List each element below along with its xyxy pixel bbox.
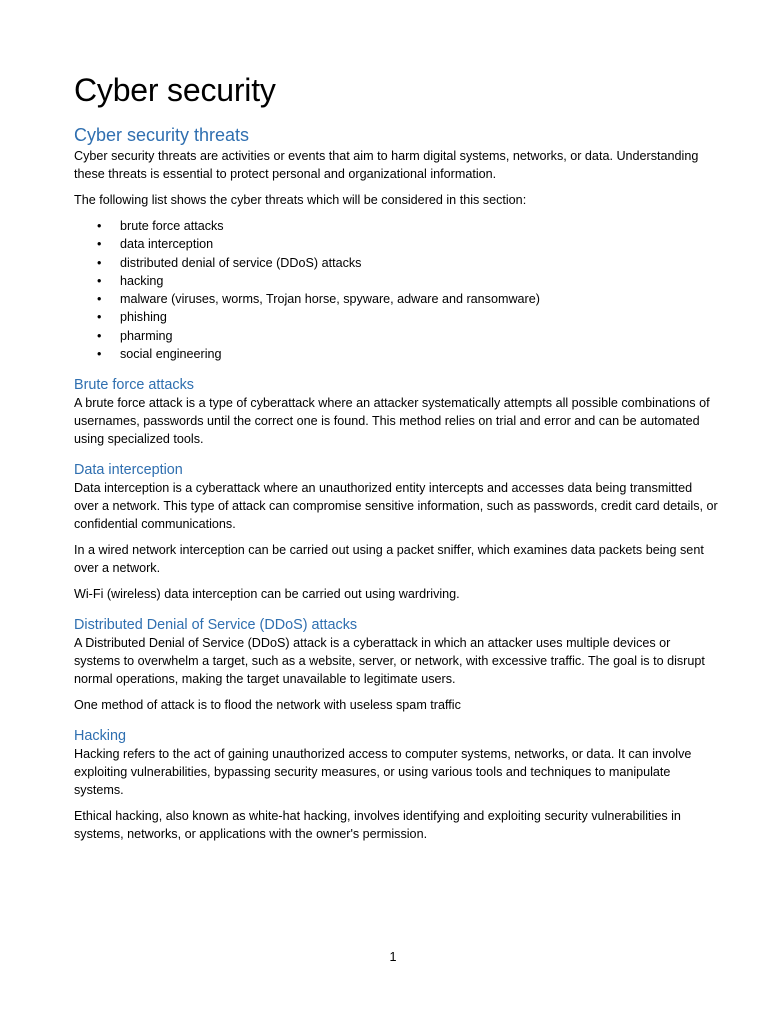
section-ddos bbox=[74, 616, 719, 714]
bullet-icon: • bbox=[97, 328, 102, 343]
list-item-text: social engineering bbox=[120, 347, 222, 362]
bullet-icon: • bbox=[97, 347, 102, 362]
bullet-icon: • bbox=[97, 310, 102, 325]
list-item-text: data interception bbox=[120, 237, 214, 252]
list-item-text: brute force attacks bbox=[120, 219, 224, 233]
list-item bbox=[74, 272, 719, 290]
page-number: 1 bbox=[389, 950, 397, 964]
section-paragraph: A brute force attack is a type of cyberattack where an attacker systematically attempts all possible combinations of usernames, passwords until the correct one is found. This method relies on trial and error and can be automated using specialized tools. bbox=[74, 396, 710, 447]
list-item bbox=[74, 235, 719, 253]
intro-paragraph: Cyber security threats are activities or events that aim to harm digital systems, networks, or data. Understanding these threats is essential to protect personal and organizational information. bbox=[74, 149, 699, 181]
heading-ddos-attacks: Distributed Denial of Service (DDoS) attacks bbox=[74, 617, 358, 634]
threats-list bbox=[74, 217, 719, 363]
document-title: Cyber security bbox=[74, 72, 276, 108]
section-paragraph: Wi-Fi (wireless) data interception can be carried out using wardriving. bbox=[74, 587, 460, 602]
list-item bbox=[74, 308, 719, 326]
bullet-icon: • bbox=[97, 219, 102, 233]
heading-hacking: Hacking bbox=[74, 728, 126, 745]
section-paragraph: One method of attack is to flood the network with useless spam traffic bbox=[74, 698, 461, 713]
section-paragraph: Hacking refers to the act of gaining unauthorized access to computer systems, networks, or data. It can involve exploiting vulnerabilities, bypassing security measures, or using various tools and techniques to manipulate systems. bbox=[74, 747, 692, 798]
bullet-icon: • bbox=[97, 237, 102, 252]
bullet-icon: • bbox=[97, 292, 102, 307]
list-item-text: malware (viruses, worms, Trojan horse, spyware, adware and ransomware) bbox=[120, 292, 540, 307]
section-paragraph: Ethical hacking, also known as white-hat hacking, involves identifying and exploiting security vulnerabilities in systems, networks, or applications with the owner's permission. bbox=[74, 809, 681, 842]
section-data-interception bbox=[74, 461, 719, 603]
list-item bbox=[74, 254, 719, 272]
section-paragraph: Data interception is a cyberattack where an unauthorized entity intercepts and accesses data being transmitted over a network. This type of attack can compromise sensitive information, such as passwords, credit card details, or confidential communications. bbox=[74, 481, 718, 532]
document-page bbox=[74, 70, 719, 851]
section-paragraph: In a wired network interception can be carried out using a packet sniffer, which examines data packets being sent over a network. bbox=[74, 543, 704, 576]
list-item-text: distributed denial of service (DDoS) attacks bbox=[120, 255, 362, 270]
heading-cyber-security-threats: Cyber security threats bbox=[74, 125, 250, 145]
list-item-text: phishing bbox=[120, 310, 167, 325]
list-item bbox=[74, 217, 719, 235]
list-item bbox=[74, 290, 719, 308]
section-brute-force bbox=[74, 376, 719, 448]
bullet-icon: • bbox=[97, 273, 102, 288]
heading-brute-force-attacks: Brute force attacks bbox=[74, 377, 194, 394]
list-item bbox=[74, 345, 719, 363]
section-hacking bbox=[74, 727, 719, 843]
section-paragraph: A Distributed Denial of Service (DDoS) attack is a cyberattack in which an attacker uses multiple devices or systems to overwhelm a target, such as a website, server, or network, with excessive traffic. The goal is to disrupt normal operations, making the target unavailable to legitimate users. bbox=[74, 636, 705, 687]
heading-data-interception: Data interception bbox=[74, 462, 183, 479]
list-item bbox=[74, 327, 719, 345]
bullet-icon: • bbox=[97, 255, 102, 270]
list-item-text: hacking bbox=[120, 273, 164, 288]
list-intro-paragraph: The following list shows the cyber threats which will be considered in this section: bbox=[74, 193, 527, 207]
list-item-text: pharming bbox=[120, 328, 173, 343]
